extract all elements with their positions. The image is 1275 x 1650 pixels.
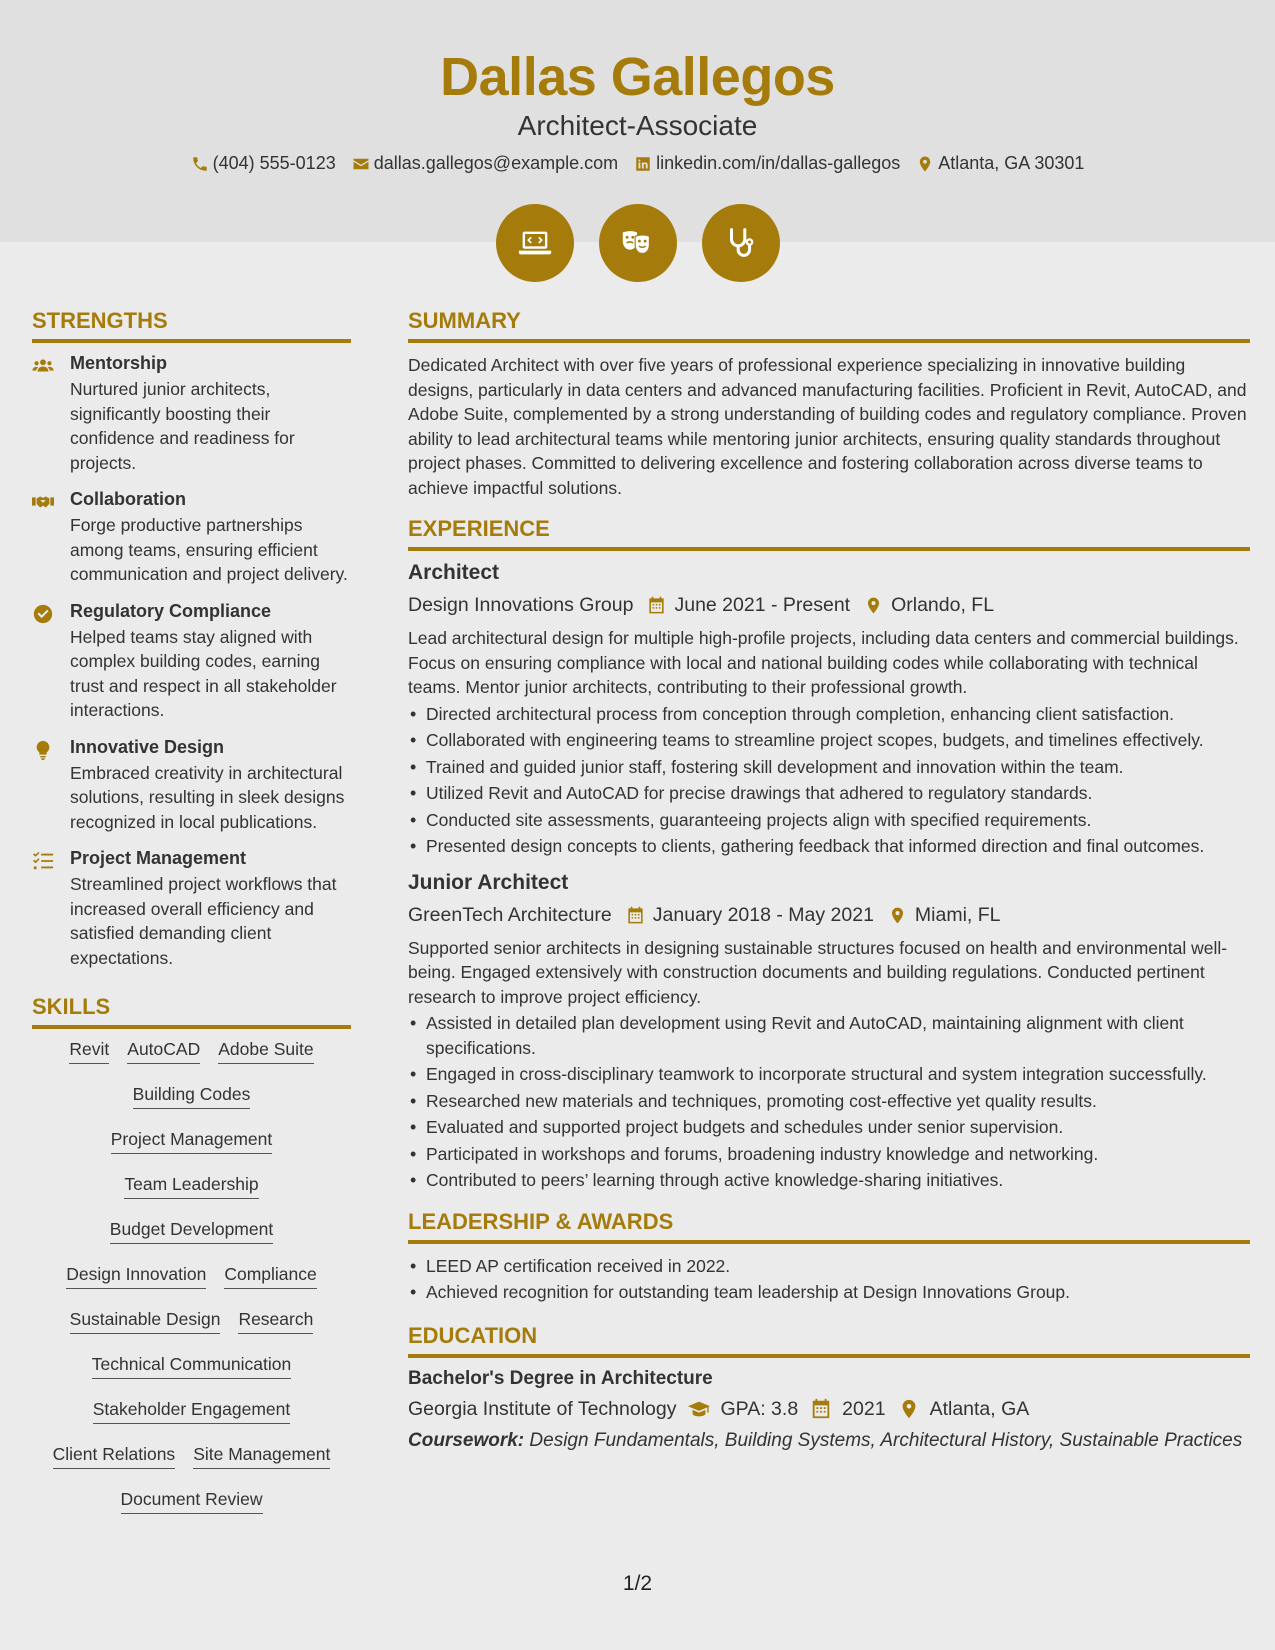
job-entry bbox=[408, 871, 1250, 1193]
coursework-label: Coursework: bbox=[408, 1429, 525, 1451]
linkedin-text: linkedin.com/in/dallas-gallegos bbox=[656, 153, 901, 173]
job-entry bbox=[408, 561, 1250, 859]
laptop-code-icon bbox=[516, 224, 554, 262]
skill-tag: Budget Development bbox=[110, 1219, 273, 1244]
bullet-item: • Assisted in detailed plan development using Revit and AutoCAD, maintaining alignment with client specifications. bbox=[408, 1011, 1250, 1060]
badge-masks bbox=[599, 204, 677, 282]
strength-name: Mentorship bbox=[70, 353, 167, 373]
strength-name: Collaboration bbox=[70, 489, 186, 509]
map-pin-icon bbox=[898, 1398, 920, 1420]
theater-masks-icon bbox=[619, 224, 657, 262]
skill-tag: Sustainable Design bbox=[70, 1309, 221, 1334]
phone-text: (404) 555-0123 bbox=[212, 153, 336, 173]
bullet-item: • Trained and guided junior staff, fostering skill development and innovation within the team. bbox=[408, 755, 1250, 780]
map-pin-icon bbox=[888, 906, 907, 925]
envelope-icon bbox=[352, 155, 370, 173]
job-role: Architect bbox=[408, 561, 500, 584]
calendar-icon bbox=[647, 596, 666, 615]
map-pin-icon bbox=[916, 155, 934, 173]
bullet-item: • Presented design concepts to clients, gathering feedback that informed direction and final outcomes. bbox=[408, 834, 1250, 859]
badge-stethoscope bbox=[702, 204, 780, 282]
candidate-name: Dallas Gallegos bbox=[440, 47, 835, 107]
summary-heading: SUMMARY bbox=[408, 308, 1250, 343]
tasks-icon bbox=[32, 850, 54, 872]
strength-item bbox=[32, 601, 351, 723]
badge-laptop bbox=[496, 204, 574, 282]
contact-bar bbox=[0, 153, 1275, 174]
interest-badges bbox=[0, 204, 1275, 282]
contact-email[interactable] bbox=[352, 153, 618, 174]
calendar-icon bbox=[626, 906, 645, 925]
strength-item bbox=[32, 353, 351, 475]
calendar-icon bbox=[810, 1398, 832, 1420]
strength-desc: Nurtured junior architects, significantly boosting their confidence and readiness for projects. bbox=[70, 379, 295, 473]
skill-tag: Document Review bbox=[121, 1489, 263, 1514]
strength-desc: Streamlined project workflows that increased overall efficiency and satisfied demanding client expectations. bbox=[70, 874, 337, 968]
strength-item bbox=[32, 737, 351, 835]
users-icon bbox=[32, 355, 54, 377]
bullet-item: • Researched new materials and techniques, promoting cost-effective yet quality results. bbox=[408, 1089, 1250, 1114]
school-location: Atlanta, GA bbox=[929, 1397, 1030, 1420]
graduation-year: 2021 bbox=[842, 1397, 886, 1420]
job-meta bbox=[408, 904, 1250, 927]
strength-name: Regulatory Compliance bbox=[70, 600, 272, 621]
skill-tag: Project Management bbox=[111, 1129, 272, 1154]
awards-heading: LEADERSHIP & AWARDS bbox=[408, 1209, 1250, 1244]
skill-tag: Design Innovation bbox=[66, 1264, 206, 1289]
strength-name: Project Management bbox=[70, 848, 247, 868]
job-company: GreenTech Architecture bbox=[408, 903, 612, 926]
email-text: dallas.gallegos@example.com bbox=[373, 153, 619, 173]
contact-linkedin[interactable] bbox=[634, 153, 900, 174]
skill-tag: Compliance bbox=[224, 1264, 316, 1289]
job-company: Design Innovations Group bbox=[408, 594, 634, 616]
school-name: Georgia Institute of Technology bbox=[408, 1397, 677, 1420]
degree-name: Bachelor's Degree in Architecture bbox=[408, 1367, 713, 1389]
strength-desc: Forge productive partnerships among teams, ensuring efficient communication and project delivery. bbox=[70, 515, 348, 584]
stethoscope-icon bbox=[722, 224, 760, 262]
bullet-item: • Evaluated and supported project budgets and schedules under senior supervision. bbox=[408, 1115, 1250, 1140]
strength-desc: Embraced creativity in architectural solutions, resulting in sleek designs recognized in local publications. bbox=[70, 762, 345, 832]
coursework bbox=[408, 1429, 1250, 1453]
contact-location bbox=[916, 153, 1084, 174]
bullet-item: • Participated in workshops and forums, broadening industry knowledge and networking. bbox=[408, 1142, 1250, 1167]
contact-phone[interactable] bbox=[191, 153, 336, 174]
bullet-item: • Engaged in cross-disciplinary teamwork to incorporate structural and system integration successfully. bbox=[408, 1062, 1250, 1087]
job-location: Orlando, FL bbox=[891, 594, 995, 616]
education-heading: EDUCATION bbox=[408, 1323, 1250, 1358]
job-dates: June 2021 - Present bbox=[674, 594, 851, 616]
map-pin-icon bbox=[864, 596, 883, 615]
strength-name: Innovative Design bbox=[70, 736, 225, 757]
experience-heading: EXPERIENCE bbox=[408, 516, 1250, 551]
skills-heading: SKILLS bbox=[32, 994, 351, 1029]
strength-item bbox=[32, 848, 351, 970]
awards-list bbox=[408, 1254, 1250, 1305]
graduation-cap-icon bbox=[688, 1398, 710, 1420]
check-circle-icon bbox=[32, 603, 54, 625]
handshake-icon bbox=[32, 491, 54, 513]
location-text: Atlanta, GA 30301 bbox=[938, 153, 1085, 173]
linkedin-icon bbox=[634, 155, 652, 173]
gpa-text: GPA: 3.8 bbox=[720, 1397, 799, 1420]
job-location: Miami, FL bbox=[914, 903, 1001, 926]
skill-tag: AutoCAD bbox=[127, 1039, 200, 1064]
skill-tag: Revit bbox=[69, 1039, 109, 1064]
strengths-heading: STRENGTHS bbox=[32, 308, 351, 343]
job-desc: Supported senior architects in designing sustainable structures focused on health and environmental well-being. Engaged extensively with construction documents and building regulations. Conducted pertinent research to improve project efficiency. bbox=[408, 937, 1228, 1007]
page-number: 1/2 bbox=[622, 1572, 653, 1595]
skills-list bbox=[32, 1039, 351, 1534]
skill-tag: Client Relations bbox=[53, 1444, 176, 1469]
bullet-item: • Collaborated with engineering teams to streamline project scopes, budgets, and timelines effectively. bbox=[408, 728, 1250, 753]
strength-desc: Helped teams stay aligned with complex building codes, earning trust and respect in all stakeholder interactions. bbox=[70, 626, 337, 720]
right-column bbox=[408, 308, 1250, 1453]
bullet-item: • Contributed to peers’ learning through active knowledge-sharing initiatives. bbox=[408, 1168, 1250, 1193]
education-meta bbox=[408, 1398, 1250, 1421]
job-dates: January 2018 - May 2021 bbox=[652, 903, 874, 926]
skill-tag: Adobe Suite bbox=[218, 1039, 313, 1064]
job-bullets bbox=[408, 1011, 1250, 1193]
left-column bbox=[32, 308, 351, 1534]
skill-tag: Stakeholder Engagement bbox=[93, 1399, 291, 1424]
coursework-list: Design Fundamentals, Building Systems, Architectural History, Sustainable Practices bbox=[529, 1429, 1243, 1451]
bullet-item: • Directed architectural process from conception through completion, enhancing client satisfaction. bbox=[408, 702, 1250, 727]
job-role: Junior Architect bbox=[408, 870, 569, 894]
bullet-item: • Conducted site assessments, guaranteeing projects align with specified requirements. bbox=[408, 808, 1250, 833]
skill-tag: Site Management bbox=[193, 1444, 330, 1469]
job-title-heading: Architect-Associate bbox=[517, 110, 758, 141]
lightbulb-icon bbox=[32, 739, 54, 761]
phone-icon bbox=[191, 155, 209, 173]
skill-tag: Team Leadership bbox=[124, 1174, 258, 1199]
job-meta bbox=[408, 594, 1250, 617]
bullet-item: • Utilized Revit and AutoCAD for precise drawings that adhered to regulatory standards. bbox=[408, 781, 1250, 806]
strength-item bbox=[32, 489, 351, 587]
award-item: • LEED AP certification received in 2022. bbox=[408, 1254, 1250, 1279]
skill-tag: Research bbox=[238, 1309, 313, 1334]
summary-text: Dedicated Architect with over five years of professional experience specializing in innovative building designs, particularly in data centers and advanced manufacturing facilities. Proficient in Revit, AutoCAD, and Adobe Suite, complemented by a strong understanding of building codes and regulatory compliance. Proven ability to lead architectural teams while mentoring junior architects, ensuring quality standards throughout project phases. Committed to delivering excellence and fostering collaboration across diverse teams to achieve impactful solutions. bbox=[408, 355, 1247, 498]
award-item: • Achieved recognition for outstanding team leadership at Design Innovations Group. bbox=[408, 1280, 1250, 1305]
job-desc: Lead architectural design for multiple high-profile projects, including data centers and commercial buildings. Focus on ensuring compliance with local and national building codes while collaborating with technical teams. Mentor junior architects, contributing to their professional growth. bbox=[408, 628, 1239, 697]
skill-tag: Technical Communication bbox=[92, 1354, 291, 1379]
skill-tag: Building Codes bbox=[133, 1084, 251, 1109]
job-bullets bbox=[408, 702, 1250, 859]
